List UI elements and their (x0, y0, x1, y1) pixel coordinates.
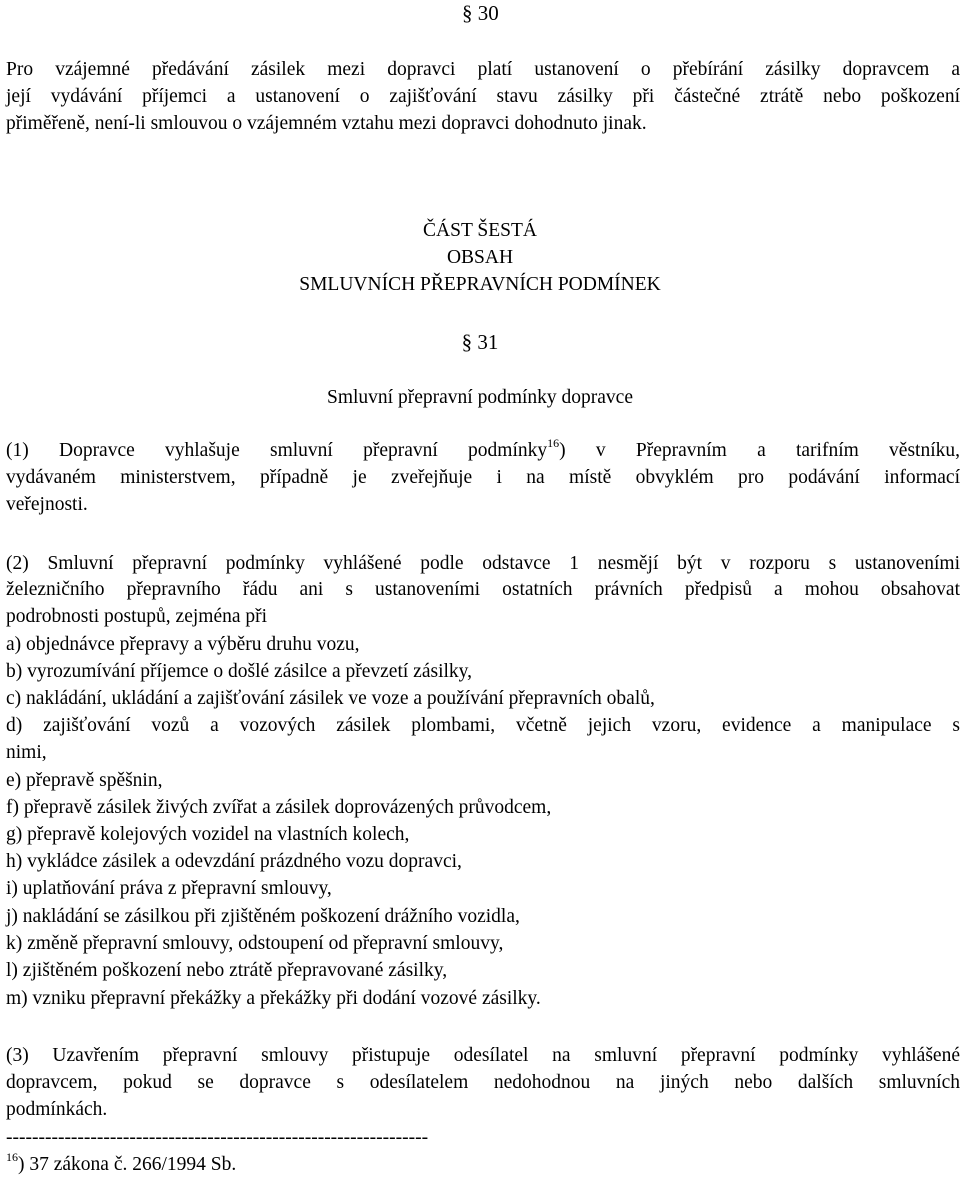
part-subtitle-1: OBSAH (446, 247, 514, 268)
para1-line-2: vydávaném ministerstvem, případně je zveřejňuje i na místě obvyklém pro podávání informací (6, 467, 960, 488)
list-item-h: h) vykládce zásilek a odevzdání prázdného vozu dopravci, (6, 851, 462, 872)
list-item-d-cont: nimi, (6, 742, 47, 763)
list-item-b: b) vyrozumívání příjemce o došlé zásilce a převzetí zásilky, (6, 661, 473, 682)
para2-line-2: železničního přepravního řádu ani s ustanoveními ostatních právních předpisů a mohou obsahovat (6, 579, 960, 600)
intro-line-1: Pro vzájemné předávání zásilek mezi dopravci platí ustanovení o přebírání zásilky dopravcem a (6, 59, 960, 80)
list-item-k: k) změně přepravní smlouvy, odstoupení od přepravní smlouvy, (6, 933, 504, 954)
part-subtitle-2: SMLUVNÍCH PŘEPRAVNÍCH PODMÍNEK (299, 274, 661, 295)
para2-line-3: podrobnosti postupů, zejména při (6, 606, 268, 627)
para3-line-3: podmínkách. (6, 1099, 108, 1120)
list-item-j: j) nakládání se zásilkou při zjištěném poškození drážního vozidla, (6, 906, 520, 927)
footnote-separator: ----------------------------------------------------------------- (6, 1127, 429, 1148)
section-30-heading: § 30 (462, 1, 499, 25)
intro-line-2: její vydávání příjemci a ustanovení o zajišťování stavu zásilky při částečné ztrátě nebo poškození (6, 86, 960, 107)
footnote-ref-16: 16 (547, 436, 560, 450)
section-31-heading: § 31 (461, 330, 499, 354)
footnote-16 (6, 1152, 960, 1178)
para1-line-1-start: (1) Dopravce vyhlašuje smluvní přepravní podmínky (6, 440, 548, 461)
para3-line-1: (3) Uzavřením přepravní smlouvy přistupuje odesílatel na smluvní přepravní podmínky vyhlášené (6, 1045, 960, 1066)
list-item-i: i) uplatňování práva z přepravní smlouvy, (6, 878, 332, 899)
list-item-g: g) přepravě kolejových vozidel na vlastních kolech, (6, 824, 410, 845)
para1-line-1-end: ) v Přepravním a tarifním věstníku, (559, 440, 960, 461)
para1-line-1 (6, 438, 960, 464)
list-item-l: l) zjištěném poškození nebo ztrátě přepravované zásilky, (6, 960, 448, 981)
footnote-mark: 16 (6, 1150, 18, 1164)
part-title: ČÁST ŠESTÁ (423, 220, 537, 241)
list-item-f: f) přepravě zásilek živých zvířat a zásilek doprovázených průvodcem, (6, 797, 552, 818)
para2-line-1: (2) Smluvní přepravní podmínky vyhlášené podle odstavce 1 nesmějí být v rozporu s ustanoveními (6, 553, 960, 574)
list-item-c: c) nakládání, ukládání a zajišťování zásilek ve voze a používání přepravních obalů, (6, 688, 655, 709)
section-31-title: Smluvní přepravní podmínky dopravce (327, 387, 633, 408)
list-item-a: a) objednávce přepravy a výběru druhu vozu, (6, 634, 360, 655)
footnote-text: ) 37 zákona č. 266/1994 Sb. (18, 1154, 237, 1175)
intro-line-3: přiměřeně, není-li smlouvou o vzájemném vztahu mezi dopravci dohodnuto jinak. (6, 113, 647, 134)
list-item-d: d) zajišťování vozů a vozových zásilek plombami, včetně jejich vzoru, evidence a manipulace s (6, 715, 960, 736)
list-item-m: m) vzniku přepravní překážky a překážky při dodání vozové zásilky. (6, 988, 541, 1009)
para1-line-3: veřejnosti. (6, 494, 88, 515)
list-item-e: e) přepravě spěšnin, (6, 770, 163, 791)
para3-line-2: dopravcem, pokud se dopravce s odesílatelem nedohodnou na jiných nebo dalších smluvních (6, 1072, 960, 1093)
